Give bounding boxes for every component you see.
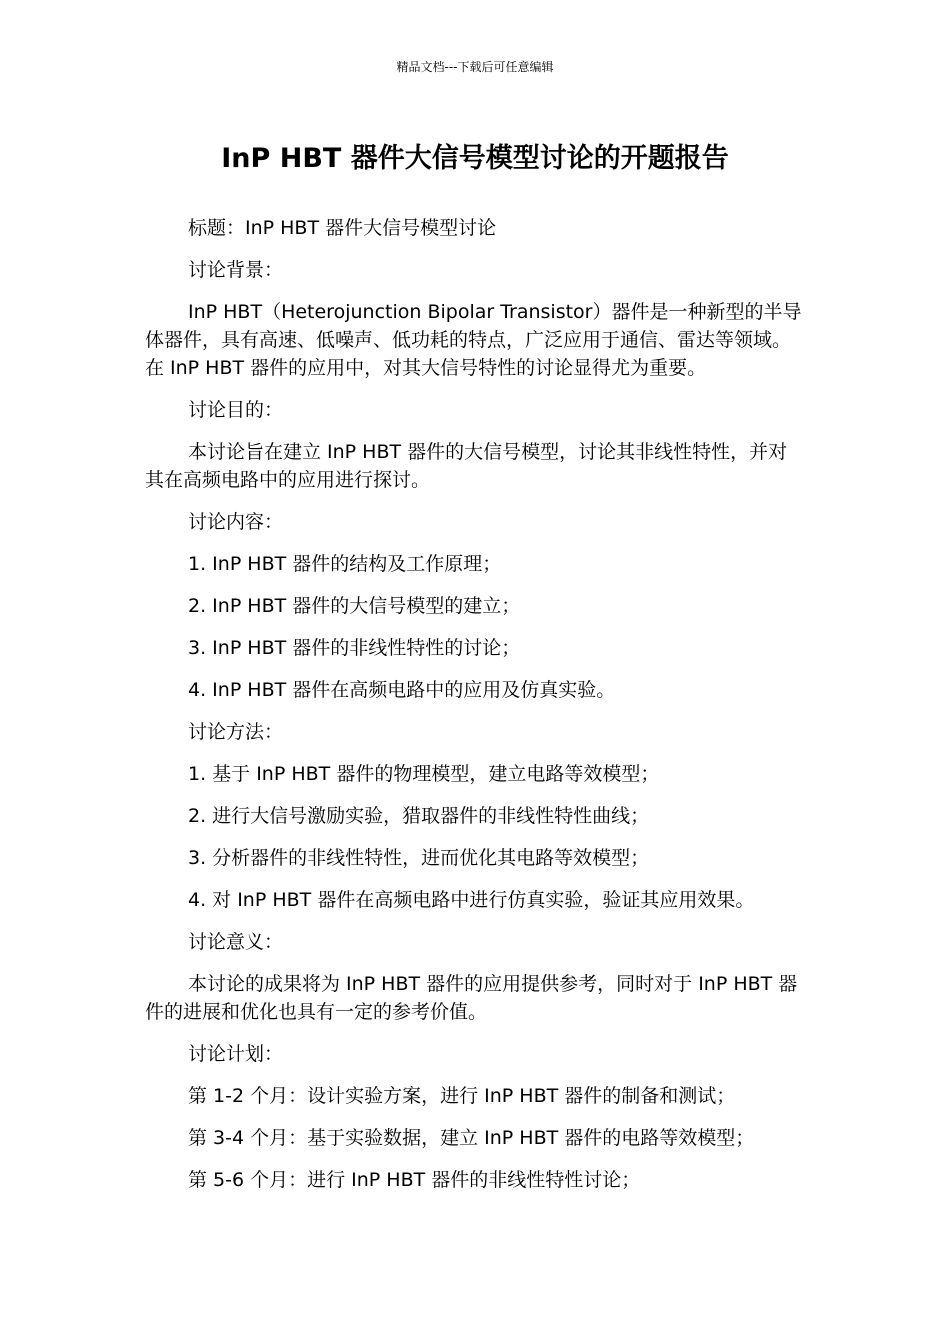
paragraph-purpose: 本讨论旨在建立 InP HBT 器件的大信号模型，讨论其非线性特性，并对其在高频电路中的应用进行探讨。 [145, 441, 788, 491]
paragraph-significance: 本讨论的成果将为 InP HBT 器件的应用提供参考，同时对于 InP HBT 器件的进展和优化也具有一定的参考价值。 [145, 973, 798, 1023]
list-item-plan-2: 第 3-4 个月：基于实验数据，建立 InP HBT 器件的电路等效模型； [188, 1127, 755, 1149]
header-note: 精品文档---下载后可任意编辑 [396, 60, 554, 74]
list-item-method-2: 2. 进行大信号激励实验，猎取器件的非线性特性曲线； [188, 805, 650, 827]
section-heading-purpose: 讨论目的： [188, 399, 284, 421]
section-heading-method: 讨论方法： [188, 721, 284, 743]
list-item-content-3: 3. InP HBT 器件的非线性特性的讨论； [188, 637, 521, 659]
section-heading-background: 讨论背景： [188, 259, 284, 281]
document-body [145, 214, 805, 1208]
paragraph-background: InP HBT（Heterojunction Bipolar Transistor）器件是一种新型的半导体器件，具有高速、低噪声、低功耗的特点，广泛应用于通信、雷达等领域。在 InP HBT 器件的应用中，对其大信号特性的讨论显得尤为重要。 [145, 301, 802, 379]
paragraph-title-line: 标题：InP HBT 器件大信号模型讨论 [188, 217, 497, 239]
list-item-plan-1: 第 1-2 个月：设计实验方案，进行 InP HBT 器件的制备和测试； [188, 1085, 736, 1107]
section-heading-content: 讨论内容： [188, 511, 284, 533]
section-heading-plan: 讨论计划： [188, 1043, 284, 1065]
list-item-method-1: 1. 基于 InP HBT 器件的物理模型，建立电路等效模型； [188, 763, 660, 785]
list-item-content-2: 2. InP HBT 器件的大信号模型的建立； [188, 595, 521, 617]
section-heading-significance: 讨论意义： [188, 931, 284, 953]
page-title: InP HBT 器件大信号模型讨论的开题报告 [221, 143, 729, 174]
list-item-content-1: 1. InP HBT 器件的结构及工作原理； [188, 553, 502, 575]
list-item-content-4: 4. InP HBT 器件在高频电路中的应用及仿真实验。 [188, 679, 616, 701]
list-item-method-4: 4. 对 InP HBT 器件在高频电路中进行仿真实验，验证其应用效果。 [188, 889, 755, 911]
list-item-plan-3: 第 5-6 个月：进行 InP HBT 器件的非线性特性讨论； [188, 1169, 641, 1191]
list-item-method-3: 3. 分析器件的非线性特性，进而优化其电路等效模型； [188, 847, 650, 869]
